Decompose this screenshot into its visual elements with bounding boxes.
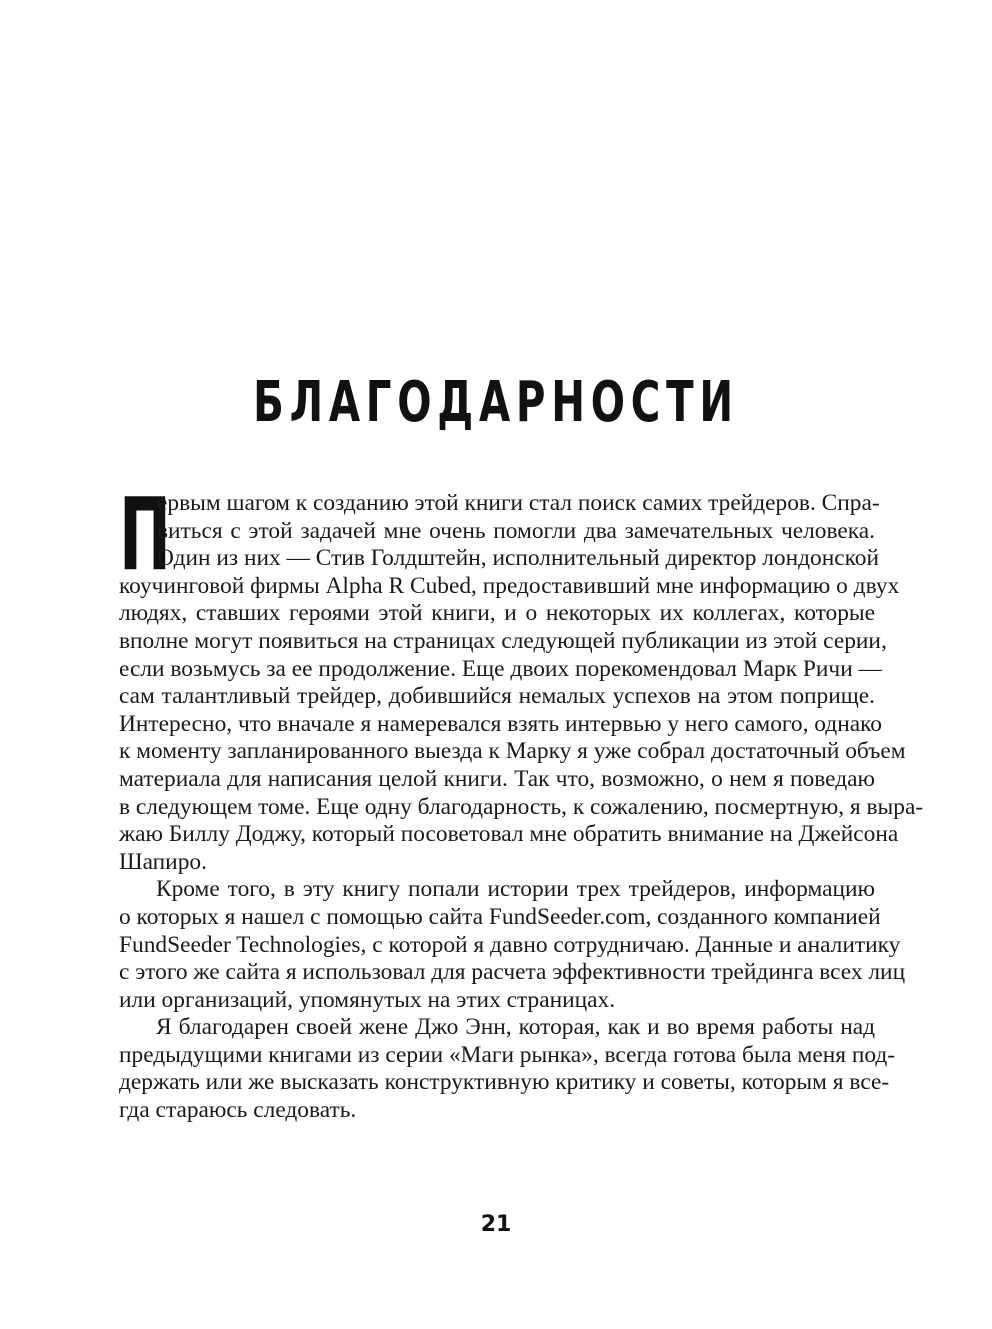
text-line: о которых я нашел с помощью сайта FundSeeder.com, созданного компанией <box>119 903 881 930</box>
text-line: если возьмусь за ее продолжение. Еще двоих порекомендовал Марк Ричи — <box>119 655 882 682</box>
text-line: в следующем томе. Еще одну благодарность, к сожалению, посмертную, я выра- <box>119 793 924 820</box>
paragraph-2 <box>119 876 906 1014</box>
text-line: вполне могут появиться на страницах следующей публикации из этой серии, <box>119 627 887 654</box>
text-line: Я благодарен своей жене Джо Энн, которая, как и во время работы над <box>156 1014 875 1041</box>
paragraph-3 <box>119 1014 896 1124</box>
body-text <box>119 476 924 1125</box>
text-line: Шапиро. <box>119 848 207 875</box>
text-line: держать или же высказать конструктивную критику и советы, которым я все- <box>119 1069 890 1096</box>
text-line: жаю Биллу Доджу, который посоветовал мне обратить внимание на Джейсона <box>119 821 899 848</box>
text-line: FundSeeder Technologies, с которой я давно сотрудничаю. Данные и аналитику <box>119 931 901 958</box>
text-line: Один из них — Стив Голдштейн, исполнительный директор лондонской <box>157 545 880 572</box>
text-line: гда стараюсь следовать. <box>119 1097 357 1124</box>
text-line: коучинговой фирмы Alpha R Cubed, предоставивший мне информацию о двух <box>119 572 900 599</box>
text-line: ервым шагом к созданию этой книги стал поиск самих трейдеров. Спра- <box>157 490 880 516</box>
text-line: Кроме того, в эту книгу попали истории трех трейдеров, информацию <box>156 876 875 903</box>
text-line: Интересно, что вначале я намеревался взять интервью у него самого, однако <box>119 710 882 737</box>
text-line: или организаций, упомянутых на этих страницах. <box>119 986 616 1013</box>
chapter-title: БЛАГОДАРНОСТИ <box>253 370 739 435</box>
text-line: к моменту запланированного выезда к Марку я уже собрал достаточный объем <box>119 738 906 765</box>
text-line: людях, ставших героями этой книги, и о некоторых их коллегах, которые <box>119 600 875 627</box>
text-line: материала для написания целой книги. Так что, возможно, о нем я поведаю <box>119 765 875 792</box>
page-number: 21 <box>480 1212 512 1237</box>
text-line: виться с этой задачей мне очень помогли два замечательных человека. <box>157 517 875 544</box>
text-line: предыдущими книгами из серии «Маги рынка», всегда готова была меня под- <box>119 1041 896 1068</box>
paragraph-1 <box>119 476 924 876</box>
text-line: с этого же сайта я использовал для расчета эффективности трейдинга всех лиц <box>119 959 906 986</box>
text-line: сам талантливый трейдер, добившийся немалых успехов на этом поприще. <box>119 683 875 710</box>
drop-cap: П <box>119 476 171 593</box>
